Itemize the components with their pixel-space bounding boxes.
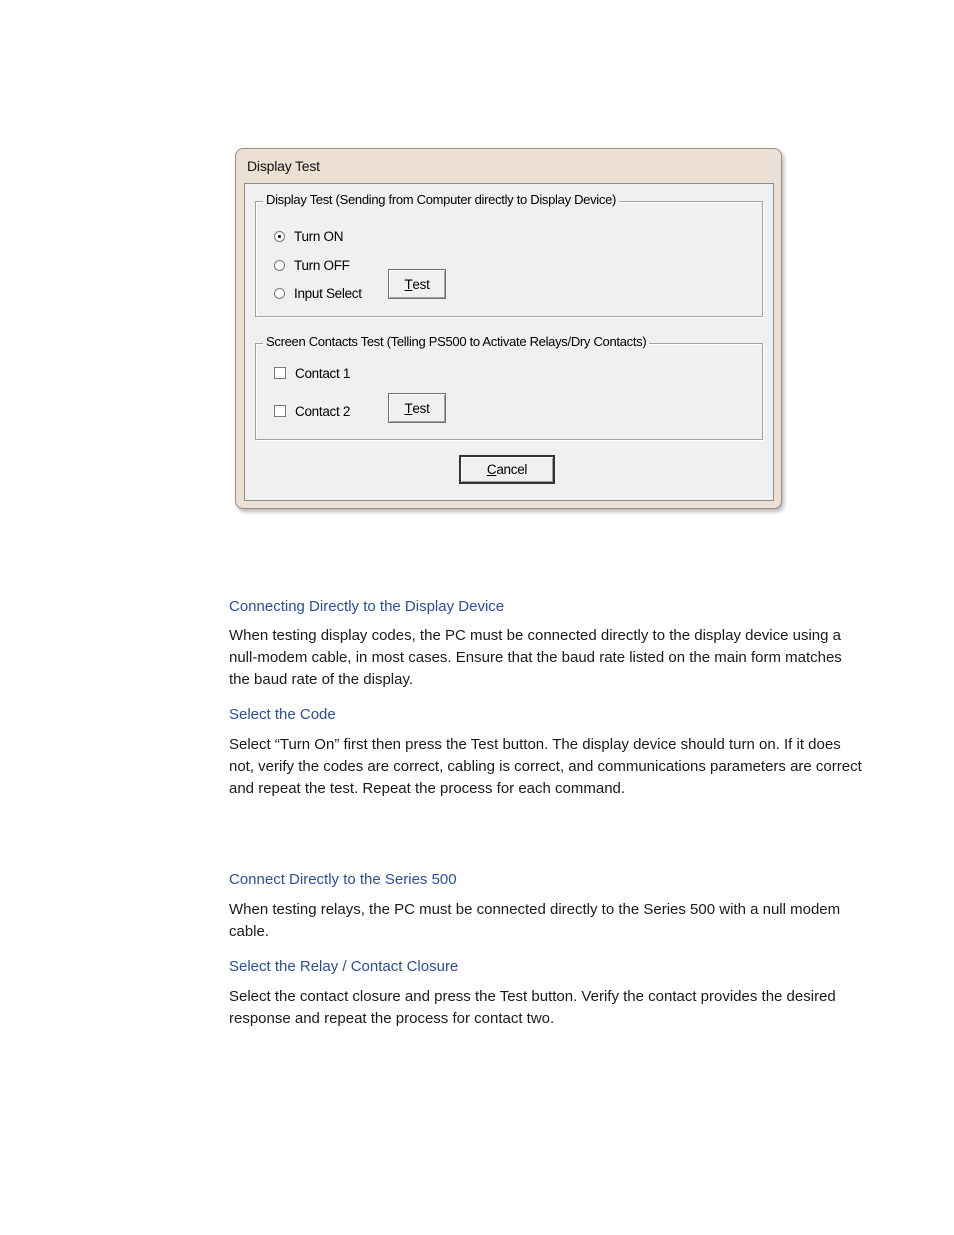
section-paragraph-select-relay: [229, 986, 899, 1030]
dialog-title: Display Test: [247, 158, 320, 174]
section-heading-select-relay: Select the Relay / Contact Closure: [229, 958, 459, 975]
screen-contacts-group-legend: Screen Contacts Test (Telling PS500 to Activate Relays/Dry Contacts): [263, 334, 649, 349]
dialog-client-area: [244, 183, 774, 501]
test-button-label: est: [412, 400, 430, 416]
paragraph-line: Select the contact closure and press the Test button. Verify the contact provides the desired: [229, 988, 836, 1005]
paragraph-line: When testing relays, the PC must be connected directly to the Series 500 with a null modem: [229, 901, 841, 918]
paragraph-line: null-modem cable, in most cases. Ensure that the baud rate listed on the main form matches: [229, 648, 842, 666]
test-button-mnemonic: T: [404, 276, 413, 292]
section-paragraph-connect-series-500: [229, 899, 899, 943]
turn-off-label: Turn OFF: [294, 257, 350, 273]
turn-off-radio[interactable]: [274, 257, 350, 273]
paragraph-line: not, verify the codes are correct, cabling is correct, and communications parameters are correct: [229, 757, 862, 775]
turn-on-label: Turn ON: [294, 228, 344, 244]
display-test-group-legend: Display Test (Sending from Computer directly to Display Device): [263, 192, 619, 207]
section-paragraph-select-code: [229, 734, 899, 799]
input-select-label: Input Select: [294, 285, 362, 301]
cancel-button-mnemonic: C: [486, 462, 497, 477]
turn-on-radio[interactable]: [274, 228, 343, 244]
screen-contacts-test-group: [255, 334, 763, 440]
cancel-button[interactable]: [459, 455, 555, 484]
cancel-button-label: ancel: [496, 462, 528, 477]
test-button-mnemonic: T: [404, 400, 413, 416]
contact-1-label: Contact 1: [295, 365, 351, 381]
paragraph-line: and repeat the test. Repeat the process for each command.: [229, 779, 626, 797]
radio-selected-icon[interactable]: [274, 231, 285, 242]
contact-2-label: Contact 2: [295, 403, 351, 419]
paragraph-line: the baud rate of the display.: [229, 670, 414, 688]
section-heading-connect-series-500: Connect Directly to the Series 500: [229, 871, 457, 888]
contact-2-checkbox[interactable]: [274, 403, 350, 419]
section-paragraph-connecting-display: [229, 625, 899, 690]
contact-1-checkbox[interactable]: [274, 365, 350, 381]
display-test-dialog: [235, 148, 782, 509]
section-heading-connecting-display: Connecting Directly to the Display Device: [229, 598, 505, 615]
radio-unselected-icon[interactable]: [274, 288, 285, 299]
display-test-group: [255, 192, 763, 317]
section-heading-select-code: Select the Code: [229, 706, 336, 723]
display-test-button[interactable]: [388, 269, 446, 299]
paragraph-line: Select “Turn On” first then press the Test button. The display device should turn on. If it does: [229, 736, 841, 753]
input-select-radio[interactable]: [274, 285, 362, 301]
test-button-label: est: [412, 276, 430, 292]
paragraph-line: When testing display codes, the PC must be connected directly to the display device using a: [229, 627, 842, 644]
paragraph-line: cable.: [229, 922, 270, 940]
paragraph-line: response and repeat the process for contact two.: [229, 1009, 555, 1027]
checkbox-icon[interactable]: [274, 367, 286, 379]
checkbox-icon[interactable]: [274, 405, 286, 417]
radio-unselected-icon[interactable]: [274, 260, 285, 271]
contacts-test-button[interactable]: [388, 393, 446, 423]
